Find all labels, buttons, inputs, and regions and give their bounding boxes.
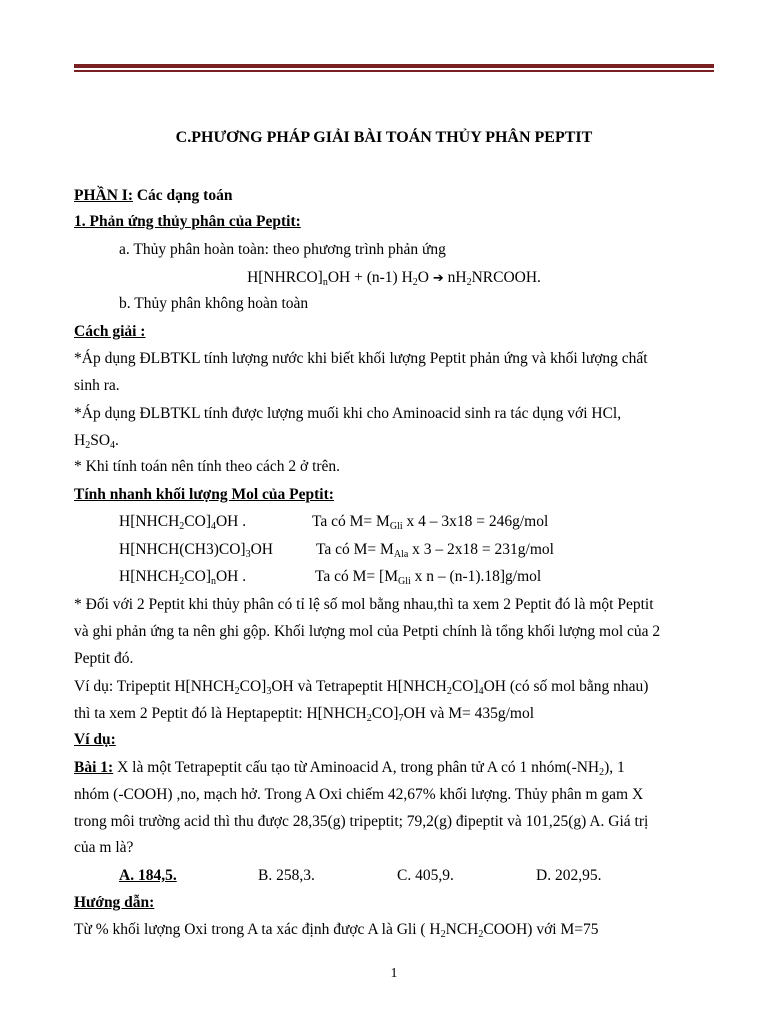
option-d: D. 202,95. <box>536 867 602 884</box>
formula-tetra-mass: Ta có $M= M_{Gli}$ x 4 – 3x18 = 246g/mol <box>312 513 549 532</box>
bai1-line3: trong môi trường acid thì thu được 28,35(g) tripeptit; 79,2(g) đipeptit và 101,25(g) A. Giá trị <box>74 813 649 830</box>
item-b: b. Thủy phân không hoàn toàn <box>119 295 309 312</box>
bai1-line4: của m là? <box>74 839 134 856</box>
item-a: a. Thủy phân hoàn toàn: theo phương trình phản ứng <box>119 241 446 258</box>
bai1-line1: Bài 1: X là một Tetrapeptit cấu tạo từ Aminoacid A, trong phân tử A có 1 $nhóm(-NH_2)$, 1 <box>74 759 625 778</box>
molar-heading: Tính nhanh khối lượng Mol của Peptit: <box>74 486 334 503</box>
page-title: C.PHƯƠNG PHÁP GIẢI BÀI TOÁN THỦY PHÂN PEPTIT <box>175 129 593 146</box>
formula-tri-mass: Ta có $M= M_{Ala}$ x 3 – 2x18 = 231g/mol <box>316 541 554 560</box>
option-b: B. 258,3. <box>258 867 315 884</box>
para1-line2: và ghi phản ứng ta nên ghi gộp. Khối lượng mol của Petpti chính là tổng khối lượng mol của 2 <box>74 623 661 640</box>
para1-line3: Peptit đó. <box>74 650 134 667</box>
header-rule-thin <box>74 70 714 72</box>
guide-heading: Hướng dẫn: <box>74 894 155 911</box>
formula-n-mass: Ta có $M= [M_{Gli}$ x n – (n-1).18]g/mol <box>315 568 542 587</box>
example-line2: thì ta xem 2 Peptit đó là Heptapeptit: $H[NHCH_2CO]_7OH$ và M= 435g/mol <box>74 705 535 724</box>
method2-line2: $H_2SO_4$. <box>74 432 119 451</box>
formula-tetra: $H[NHCH_2CO]_4OH$ . <box>119 513 247 532</box>
guide-line1: Từ % khối lượng Oxi trong A ta xác định được A là Gli ( $H_2NCH_2COOH$) với M=75 <box>74 921 599 940</box>
example-line1: Ví dụ: Tripeptit $H[NHCH_2CO]_3OH$ và Tetrapeptit $H[NHCH_2CO]_4OH$ (có số mol bằng nhau) <box>74 678 649 697</box>
header-rule-thick <box>74 64 714 68</box>
hydrolysis-equation: $H[NHRCO]_nOH + (n-1)$ $H_2O$ ➔ $nH_2NRCOOH$. <box>247 269 541 288</box>
section1-heading: 1. Phản ứng thủy phân của Peptit: <box>74 213 301 230</box>
method-heading: Cách giải : <box>74 323 146 340</box>
para1-line1: * Đối với 2 Peptit khi thủy phân có tỉ lệ số mol bằng nhau,thì ta xem 2 Peptit đó là một Peptit <box>74 596 654 613</box>
examples-heading: Ví dụ: <box>74 731 116 748</box>
page-number: 1 <box>390 966 398 981</box>
option-a: A. 184,5. <box>119 867 177 884</box>
arrow-right-icon: ➔ <box>432 271 444 286</box>
method1-line2: sinh ra. <box>74 377 120 394</box>
bai1-line2: nhóm (-COOH) ,no, mạch hở. Trong A Oxi chiếm 42,67% khối lượng. Thủy phân m gam X <box>74 786 644 803</box>
formula-tri: $H[NHCH(CH3)CO]_3OH$ <box>119 541 273 560</box>
calc-note: * Khi tính toán nên tính theo cách 2 ở trên. <box>74 458 341 475</box>
method1-line1: *Áp dụng ĐLBTKL tính lượng nước khi biết khối lượng Peptit phản ứng và khối lượng chất <box>74 350 648 367</box>
option-c: C. 405,9. <box>397 867 454 884</box>
part-heading: PHẦN I: Các dạng toán <box>74 187 233 204</box>
formula-n: $H[NHCH_2CO]_nOH$ . <box>119 568 247 587</box>
method2-line1: *Áp dụng ĐLBTKL tính được lượng muối khi cho Aminoacid sinh ra tác dụng với HCl, <box>74 405 622 422</box>
